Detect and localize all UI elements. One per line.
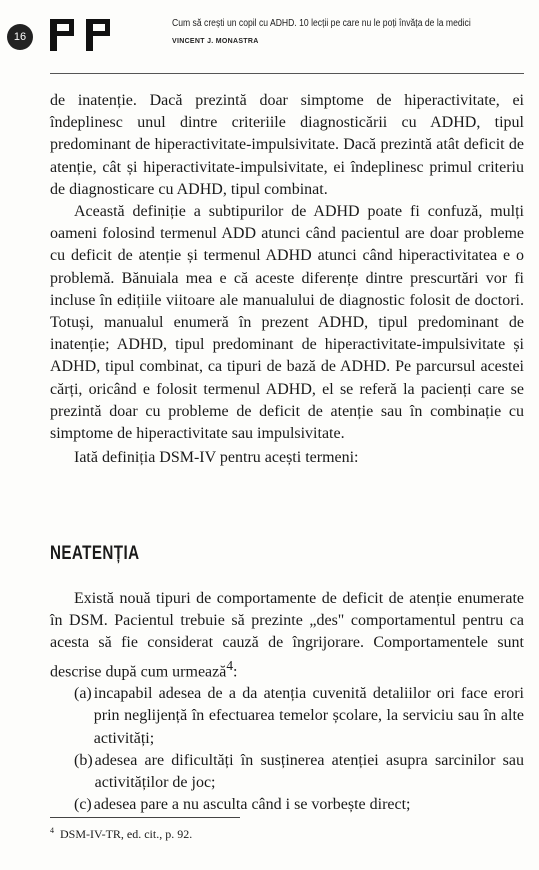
section-body xyxy=(50,588,524,816)
paragraph xyxy=(50,588,524,683)
footnote-mark: 4 xyxy=(50,826,54,835)
footnote-text: DSM-IV-TR, ed. cit., p. 92. xyxy=(60,827,193,841)
publisher-logo xyxy=(50,17,120,53)
list-item xyxy=(74,750,524,794)
list-marker: (c) xyxy=(74,796,92,814)
paragraph: Iată definiția DSM-IV pentru acești termeni: xyxy=(74,449,359,467)
paragraph-text: Există nouă tipuri de comportamente de deficit de atenție enumerate în DSM. Pacientul trebuie să prezinte „des" comportamentul pentru ca acesta să fie considerat cauză de îngrijorare. Comportamentele sunt descrise după cum urmează xyxy=(50,590,524,680)
running-author: VINCENT J. MONASTRA xyxy=(172,38,259,45)
list-text: adesea pare a nu asculta când i se vorbește direct; xyxy=(93,796,411,814)
list-item xyxy=(74,794,524,816)
list-item xyxy=(74,683,524,750)
list-marker: (a) xyxy=(74,685,92,703)
footnote-divider xyxy=(50,817,240,818)
page-header xyxy=(0,0,539,80)
paragraph-end: : xyxy=(233,662,238,680)
page-number: 16 xyxy=(7,24,33,50)
paragraph: Această definiție a subtipurilor de ADHD poate fi confuză, mulți oameni folosind termenul ADD atunci când pacientul are doar probleme cu deficit de atenție și termenul ADHD atunci când hiperactivitatea e o problemă. Bănuiala mea e că aceste diferențe dintre prescurtări vor fi incluse în edițiile viitoare ale manualului de diagnostic folosit de doctori. Totuși, manualul enumeră în prezent ADHD, tipul predominant de inatenție; ADHD, tipul predominant de hiperactivitate-impulsivitate și ADHD, tipul combinat, ca tipuri de bază de ADHD. Pe parcursul acestei cărți, oricând e folosit termenul ADHD, el se referă la pacienți care se prezintă doar cu probleme de deficit de atenție sau în combinație cu simptome de hiperactivitate sau impulsivitate. xyxy=(50,203,524,443)
footnote xyxy=(50,826,192,842)
footnote-ref: 4 xyxy=(226,657,234,673)
body-text xyxy=(50,90,524,469)
list-text: incapabil adesea de a da atenția cuvenită detaliilor ori face erori prin neglijență în efectuarea temelor școlare, la serviciu sau în alte activități; xyxy=(93,685,524,747)
paragraph: de inatenție. Dacă prezintă doar simptome de hiperactivitate, ei îndeplinesc unul dintre criteriile diagnosticării cu ADHD, tipul predominant de hiperactivitate-impulsivitate. Dacă prezintă atât deficit de atenție, cât și hiperactivitate-impulsivitate, ei îndeplinesc primul criteriu de diagnosticare cu ADHD, tipul combinat. xyxy=(50,92,524,198)
running-title: Cum să crești un copil cu ADHD. 10 lecții pe care nu le poți învăța de la medici xyxy=(172,18,471,29)
section-heading: NEATENȚIA xyxy=(50,543,140,564)
list-marker: (b) xyxy=(74,751,93,769)
list-text: adesea are dificultăți în susținerea atenției asupra sarcinilor sau activităților de joc; xyxy=(94,751,524,791)
header-divider xyxy=(50,73,524,74)
